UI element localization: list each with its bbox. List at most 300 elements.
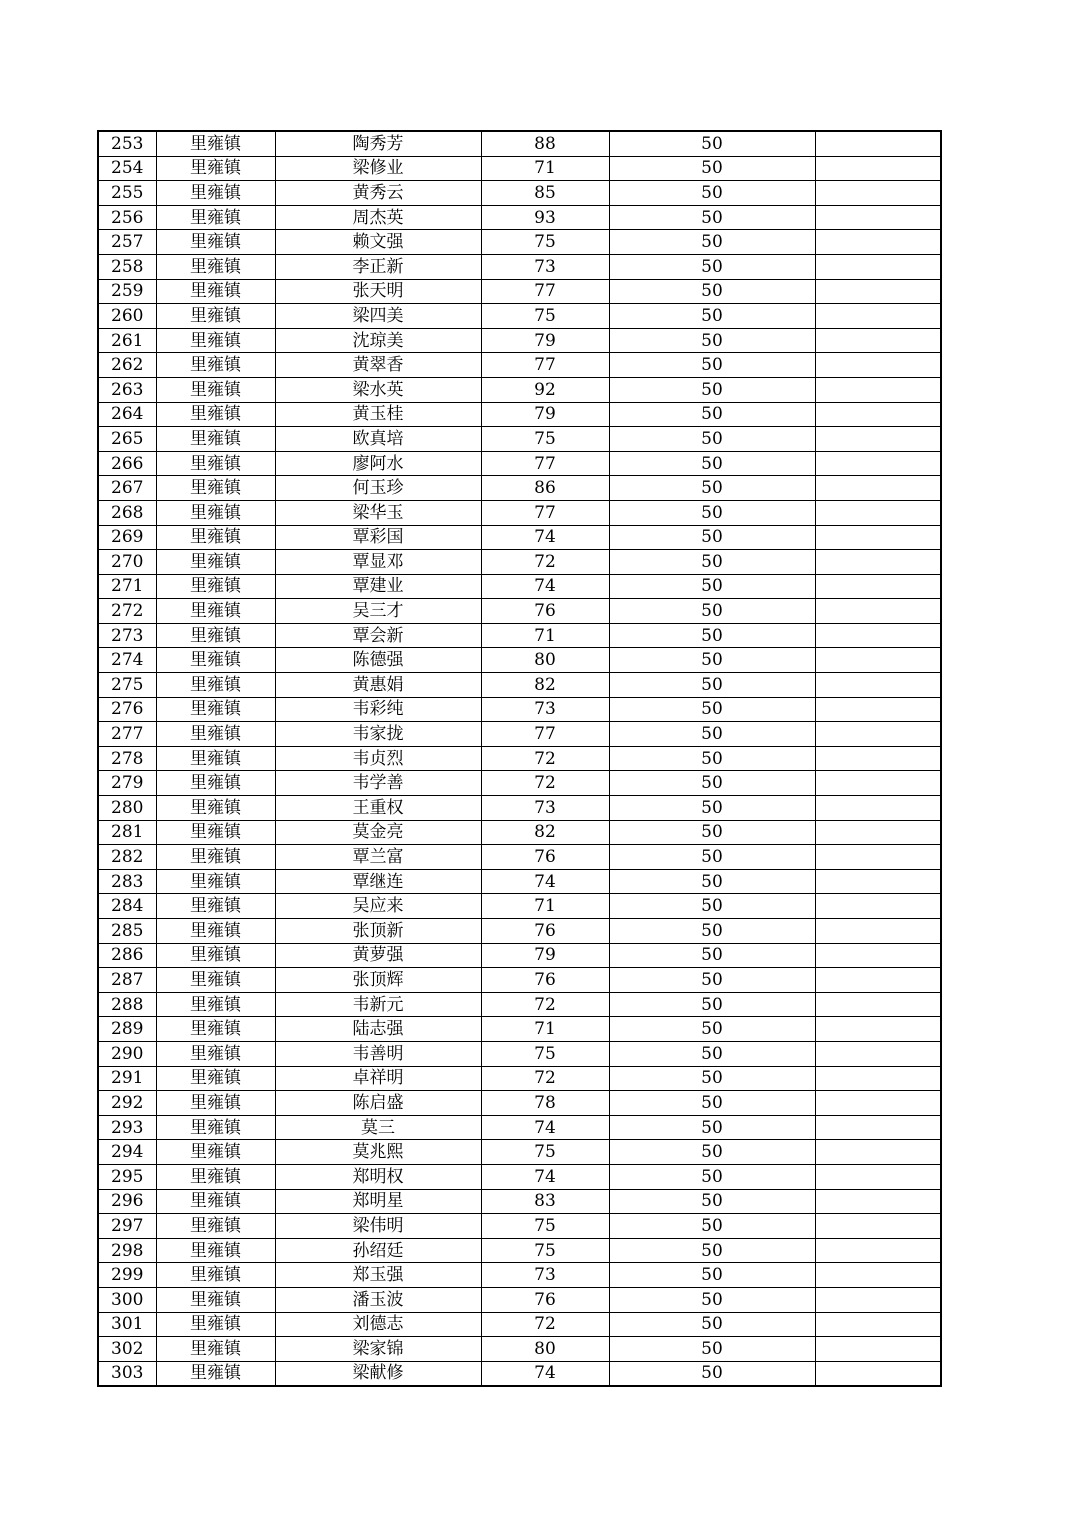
score-cell: 74 (481, 574, 609, 599)
row-number-cell: 293 (98, 1115, 156, 1140)
table-row (98, 1066, 941, 1091)
note-cell (815, 697, 941, 722)
name-cell: 黄玉桂 (275, 402, 481, 427)
row-number-cell: 289 (98, 1017, 156, 1042)
name-cell: 郑明权 (275, 1164, 481, 1189)
table-row (98, 328, 941, 353)
score-cell: 71 (481, 894, 609, 919)
note-cell (815, 722, 941, 747)
amount-cell: 50 (609, 992, 815, 1017)
row-number-cell: 284 (98, 894, 156, 919)
name-cell: 张天明 (275, 279, 481, 304)
town-cell: 里雍镇 (156, 673, 275, 698)
name-cell: 赖文强 (275, 230, 481, 255)
name-cell: 廖阿水 (275, 451, 481, 476)
note-cell (815, 1238, 941, 1263)
note-cell (815, 919, 941, 944)
row-number-cell: 286 (98, 943, 156, 968)
note-cell (815, 304, 941, 329)
town-cell: 里雍镇 (156, 869, 275, 894)
town-cell: 里雍镇 (156, 648, 275, 673)
score-cell: 75 (481, 304, 609, 329)
score-cell: 76 (481, 1287, 609, 1312)
table-row (98, 648, 941, 673)
table-row (98, 254, 941, 279)
amount-cell: 50 (609, 181, 815, 206)
score-cell: 72 (481, 771, 609, 796)
town-cell: 里雍镇 (156, 919, 275, 944)
note-cell (815, 623, 941, 648)
row-number-cell: 271 (98, 574, 156, 599)
name-cell: 陈启盛 (275, 1091, 481, 1116)
amount-cell: 50 (609, 599, 815, 624)
amount-cell: 50 (609, 279, 815, 304)
row-number-cell: 302 (98, 1337, 156, 1362)
note-cell (815, 550, 941, 575)
town-cell: 里雍镇 (156, 377, 275, 402)
name-cell: 李正新 (275, 254, 481, 279)
amount-cell: 50 (609, 894, 815, 919)
name-cell: 韦善明 (275, 1041, 481, 1066)
row-number-cell: 258 (98, 254, 156, 279)
table-row (98, 845, 941, 870)
amount-cell: 50 (609, 1115, 815, 1140)
table-row (98, 181, 941, 206)
table-row (98, 746, 941, 771)
score-cell: 77 (481, 353, 609, 378)
score-cell: 76 (481, 845, 609, 870)
town-cell: 里雍镇 (156, 968, 275, 993)
note-cell (815, 1041, 941, 1066)
table-row (98, 599, 941, 624)
name-cell: 黄惠娟 (275, 673, 481, 698)
amount-cell: 50 (609, 820, 815, 845)
score-cell: 80 (481, 1337, 609, 1362)
score-cell: 82 (481, 673, 609, 698)
name-cell: 张顶新 (275, 919, 481, 944)
note-cell (815, 992, 941, 1017)
score-cell: 82 (481, 820, 609, 845)
town-cell: 里雍镇 (156, 402, 275, 427)
note-cell (815, 771, 941, 796)
table-row (98, 771, 941, 796)
town-cell: 里雍镇 (156, 1017, 275, 1042)
amount-cell: 50 (609, 943, 815, 968)
score-cell: 77 (481, 500, 609, 525)
name-cell: 张顶辉 (275, 968, 481, 993)
note-cell (815, 968, 941, 993)
score-cell: 72 (481, 550, 609, 575)
amount-cell: 50 (609, 304, 815, 329)
table-row (98, 1164, 941, 1189)
note-cell (815, 1091, 941, 1116)
amount-cell: 50 (609, 968, 815, 993)
table-row (98, 1017, 941, 1042)
score-cell: 74 (481, 1361, 609, 1386)
amount-cell: 50 (609, 451, 815, 476)
score-cell: 78 (481, 1091, 609, 1116)
score-cell: 88 (481, 131, 609, 156)
row-number-cell: 260 (98, 304, 156, 329)
row-number-cell: 301 (98, 1312, 156, 1337)
score-cell: 73 (481, 697, 609, 722)
amount-cell: 50 (609, 574, 815, 599)
score-cell: 75 (481, 1041, 609, 1066)
name-cell: 黄秀云 (275, 181, 481, 206)
name-cell: 覃建业 (275, 574, 481, 599)
name-cell: 郑明星 (275, 1189, 481, 1214)
town-cell: 里雍镇 (156, 894, 275, 919)
town-cell: 里雍镇 (156, 205, 275, 230)
row-number-cell: 303 (98, 1361, 156, 1386)
score-cell: 71 (481, 1017, 609, 1042)
score-cell: 75 (481, 1214, 609, 1239)
town-cell: 里雍镇 (156, 992, 275, 1017)
score-cell: 80 (481, 648, 609, 673)
amount-cell: 50 (609, 697, 815, 722)
table-row (98, 205, 941, 230)
score-cell: 72 (481, 746, 609, 771)
note-cell (815, 1115, 941, 1140)
row-number-cell: 281 (98, 820, 156, 845)
name-cell: 莫兆熙 (275, 1140, 481, 1165)
score-cell: 71 (481, 156, 609, 181)
row-number-cell: 276 (98, 697, 156, 722)
table-row (98, 377, 941, 402)
note-cell (815, 648, 941, 673)
town-cell: 里雍镇 (156, 722, 275, 747)
score-cell: 77 (481, 722, 609, 747)
table-row (98, 697, 941, 722)
town-cell: 里雍镇 (156, 1140, 275, 1165)
table-row (98, 304, 941, 329)
table-row (98, 1091, 941, 1116)
table-row (98, 1263, 941, 1288)
note-cell (815, 1337, 941, 1362)
amount-cell: 50 (609, 1066, 815, 1091)
town-cell: 里雍镇 (156, 254, 275, 279)
name-cell: 覃会新 (275, 623, 481, 648)
town-cell: 里雍镇 (156, 771, 275, 796)
note-cell (815, 525, 941, 550)
amount-cell: 50 (609, 796, 815, 821)
row-number-cell: 274 (98, 648, 156, 673)
table-row (98, 1189, 941, 1214)
table-row (98, 623, 941, 648)
name-cell: 梁四美 (275, 304, 481, 329)
amount-cell: 50 (609, 402, 815, 427)
table-row (98, 1214, 941, 1239)
name-cell: 莫三 (275, 1115, 481, 1140)
row-number-cell: 298 (98, 1238, 156, 1263)
town-cell: 里雍镇 (156, 353, 275, 378)
note-cell (815, 279, 941, 304)
table-row (98, 992, 941, 1017)
town-cell: 里雍镇 (156, 943, 275, 968)
town-cell: 里雍镇 (156, 156, 275, 181)
name-cell: 梁华玉 (275, 500, 481, 525)
note-cell (815, 1140, 941, 1165)
town-cell: 里雍镇 (156, 1361, 275, 1386)
table-row (98, 1140, 941, 1165)
table-row (98, 550, 941, 575)
town-cell: 里雍镇 (156, 599, 275, 624)
amount-cell: 50 (609, 919, 815, 944)
score-cell: 75 (481, 1238, 609, 1263)
score-cell: 73 (481, 796, 609, 821)
score-cell: 83 (481, 1189, 609, 1214)
row-number-cell: 270 (98, 550, 156, 575)
name-cell: 梁修业 (275, 156, 481, 181)
amount-cell: 50 (609, 525, 815, 550)
name-cell: 韦新元 (275, 992, 481, 1017)
table-row (98, 156, 941, 181)
town-cell: 里雍镇 (156, 1189, 275, 1214)
row-number-cell: 259 (98, 279, 156, 304)
note-cell (815, 599, 941, 624)
amount-cell: 50 (609, 550, 815, 575)
row-number-cell: 282 (98, 845, 156, 870)
amount-cell: 50 (609, 1238, 815, 1263)
score-cell: 76 (481, 599, 609, 624)
row-number-cell: 297 (98, 1214, 156, 1239)
note-cell (815, 1214, 941, 1239)
table-row (98, 451, 941, 476)
amount-cell: 50 (609, 1017, 815, 1042)
score-cell: 92 (481, 377, 609, 402)
amount-cell: 50 (609, 722, 815, 747)
amount-cell: 50 (609, 1287, 815, 1312)
amount-cell: 50 (609, 673, 815, 698)
note-cell (815, 131, 941, 156)
name-cell: 陈德强 (275, 648, 481, 673)
name-cell: 周杰英 (275, 205, 481, 230)
name-cell: 郑玉强 (275, 1263, 481, 1288)
amount-cell: 50 (609, 746, 815, 771)
note-cell (815, 845, 941, 870)
row-number-cell: 268 (98, 500, 156, 525)
amount-cell: 50 (609, 648, 815, 673)
row-number-cell: 279 (98, 771, 156, 796)
town-cell: 里雍镇 (156, 304, 275, 329)
score-cell: 79 (481, 943, 609, 968)
amount-cell: 50 (609, 230, 815, 255)
row-number-cell: 267 (98, 476, 156, 501)
town-cell: 里雍镇 (156, 1287, 275, 1312)
town-cell: 里雍镇 (156, 1214, 275, 1239)
name-cell: 欧真培 (275, 427, 481, 452)
row-number-cell: 262 (98, 353, 156, 378)
note-cell (815, 746, 941, 771)
name-cell: 黄翠香 (275, 353, 481, 378)
name-cell: 吴三才 (275, 599, 481, 624)
score-cell: 74 (481, 525, 609, 550)
table-row (98, 131, 941, 156)
amount-cell: 50 (609, 328, 815, 353)
table-row (98, 1337, 941, 1362)
note-cell (815, 230, 941, 255)
note-cell (815, 574, 941, 599)
table-row (98, 1115, 941, 1140)
row-number-cell: 291 (98, 1066, 156, 1091)
amount-cell: 50 (609, 1091, 815, 1116)
amount-cell: 50 (609, 845, 815, 870)
score-cell: 77 (481, 451, 609, 476)
town-cell: 里雍镇 (156, 1091, 275, 1116)
town-cell: 里雍镇 (156, 1238, 275, 1263)
score-cell: 72 (481, 992, 609, 1017)
name-cell: 韦贞烈 (275, 746, 481, 771)
row-number-cell: 256 (98, 205, 156, 230)
note-cell (815, 869, 941, 894)
row-number-cell: 277 (98, 722, 156, 747)
name-cell: 何玉珍 (275, 476, 481, 501)
name-cell: 莫金亮 (275, 820, 481, 845)
name-cell: 刘德志 (275, 1312, 481, 1337)
note-cell (815, 1287, 941, 1312)
note-cell (815, 673, 941, 698)
town-cell: 里雍镇 (156, 1312, 275, 1337)
name-cell: 梁水英 (275, 377, 481, 402)
name-cell: 韦家拢 (275, 722, 481, 747)
amount-cell: 50 (609, 1164, 815, 1189)
note-cell (815, 181, 941, 206)
amount-cell: 50 (609, 869, 815, 894)
note-cell (815, 943, 941, 968)
row-number-cell: 266 (98, 451, 156, 476)
name-cell: 覃彩国 (275, 525, 481, 550)
town-cell: 里雍镇 (156, 574, 275, 599)
town-cell: 里雍镇 (156, 550, 275, 575)
note-cell (815, 353, 941, 378)
name-cell: 沈琼美 (275, 328, 481, 353)
row-number-cell: 287 (98, 968, 156, 993)
score-cell: 74 (481, 869, 609, 894)
name-cell: 梁献修 (275, 1361, 481, 1386)
name-cell: 吴应来 (275, 894, 481, 919)
score-cell: 71 (481, 623, 609, 648)
name-cell: 黄萝强 (275, 943, 481, 968)
table-row (98, 427, 941, 452)
amount-cell: 50 (609, 1263, 815, 1288)
note-cell (815, 1312, 941, 1337)
row-number-cell: 275 (98, 673, 156, 698)
name-cell: 陶秀芳 (275, 131, 481, 156)
note-cell (815, 328, 941, 353)
table-body (98, 131, 941, 1386)
note-cell (815, 156, 941, 181)
amount-cell: 50 (609, 205, 815, 230)
row-number-cell: 285 (98, 919, 156, 944)
score-cell: 76 (481, 968, 609, 993)
note-cell (815, 1017, 941, 1042)
amount-cell: 50 (609, 500, 815, 525)
town-cell: 里雍镇 (156, 427, 275, 452)
note-cell (815, 1066, 941, 1091)
name-cell: 卓祥明 (275, 1066, 481, 1091)
table-row (98, 1361, 941, 1386)
row-number-cell: 278 (98, 746, 156, 771)
score-cell: 74 (481, 1164, 609, 1189)
note-cell (815, 894, 941, 919)
row-number-cell: 255 (98, 181, 156, 206)
table-row (98, 230, 941, 255)
amount-cell: 50 (609, 1337, 815, 1362)
table-row (98, 869, 941, 894)
table-row (98, 919, 941, 944)
score-cell: 77 (481, 279, 609, 304)
row-number-cell: 288 (98, 992, 156, 1017)
score-cell: 75 (481, 230, 609, 255)
row-number-cell: 294 (98, 1140, 156, 1165)
note-cell (815, 377, 941, 402)
table-row (98, 894, 941, 919)
town-cell: 里雍镇 (156, 820, 275, 845)
note-cell (815, 402, 941, 427)
name-cell: 覃继连 (275, 869, 481, 894)
town-cell: 里雍镇 (156, 525, 275, 550)
name-cell: 王重权 (275, 796, 481, 821)
amount-cell: 50 (609, 771, 815, 796)
note-cell (815, 796, 941, 821)
score-cell: 93 (481, 205, 609, 230)
town-cell: 里雍镇 (156, 328, 275, 353)
row-number-cell: 280 (98, 796, 156, 821)
row-number-cell: 283 (98, 869, 156, 894)
town-cell: 里雍镇 (156, 230, 275, 255)
row-number-cell: 272 (98, 599, 156, 624)
name-cell: 陆志强 (275, 1017, 481, 1042)
name-cell: 韦学善 (275, 771, 481, 796)
score-cell: 86 (481, 476, 609, 501)
town-cell: 里雍镇 (156, 845, 275, 870)
table-row (98, 722, 941, 747)
row-number-cell: 273 (98, 623, 156, 648)
table-row (98, 968, 941, 993)
score-cell: 85 (481, 181, 609, 206)
note-cell (815, 1361, 941, 1386)
table-row (98, 796, 941, 821)
row-number-cell: 269 (98, 525, 156, 550)
note-cell (815, 451, 941, 476)
table-row (98, 1287, 941, 1312)
row-number-cell: 264 (98, 402, 156, 427)
table-row (98, 402, 941, 427)
row-number-cell: 263 (98, 377, 156, 402)
score-cell: 74 (481, 1115, 609, 1140)
table-row (98, 525, 941, 550)
table-row (98, 1238, 941, 1263)
note-cell (815, 500, 941, 525)
amount-cell: 50 (609, 1140, 815, 1165)
note-cell (815, 820, 941, 845)
score-cell: 79 (481, 402, 609, 427)
amount-cell: 50 (609, 131, 815, 156)
town-cell: 里雍镇 (156, 181, 275, 206)
score-cell: 79 (481, 328, 609, 353)
note-cell (815, 205, 941, 230)
row-number-cell: 265 (98, 427, 156, 452)
note-cell (815, 1164, 941, 1189)
town-cell: 里雍镇 (156, 1115, 275, 1140)
town-cell: 里雍镇 (156, 131, 275, 156)
name-cell: 梁伟明 (275, 1214, 481, 1239)
row-number-cell: 290 (98, 1041, 156, 1066)
score-cell: 72 (481, 1066, 609, 1091)
name-cell: 孙绍廷 (275, 1238, 481, 1263)
row-number-cell: 254 (98, 156, 156, 181)
score-cell: 72 (481, 1312, 609, 1337)
